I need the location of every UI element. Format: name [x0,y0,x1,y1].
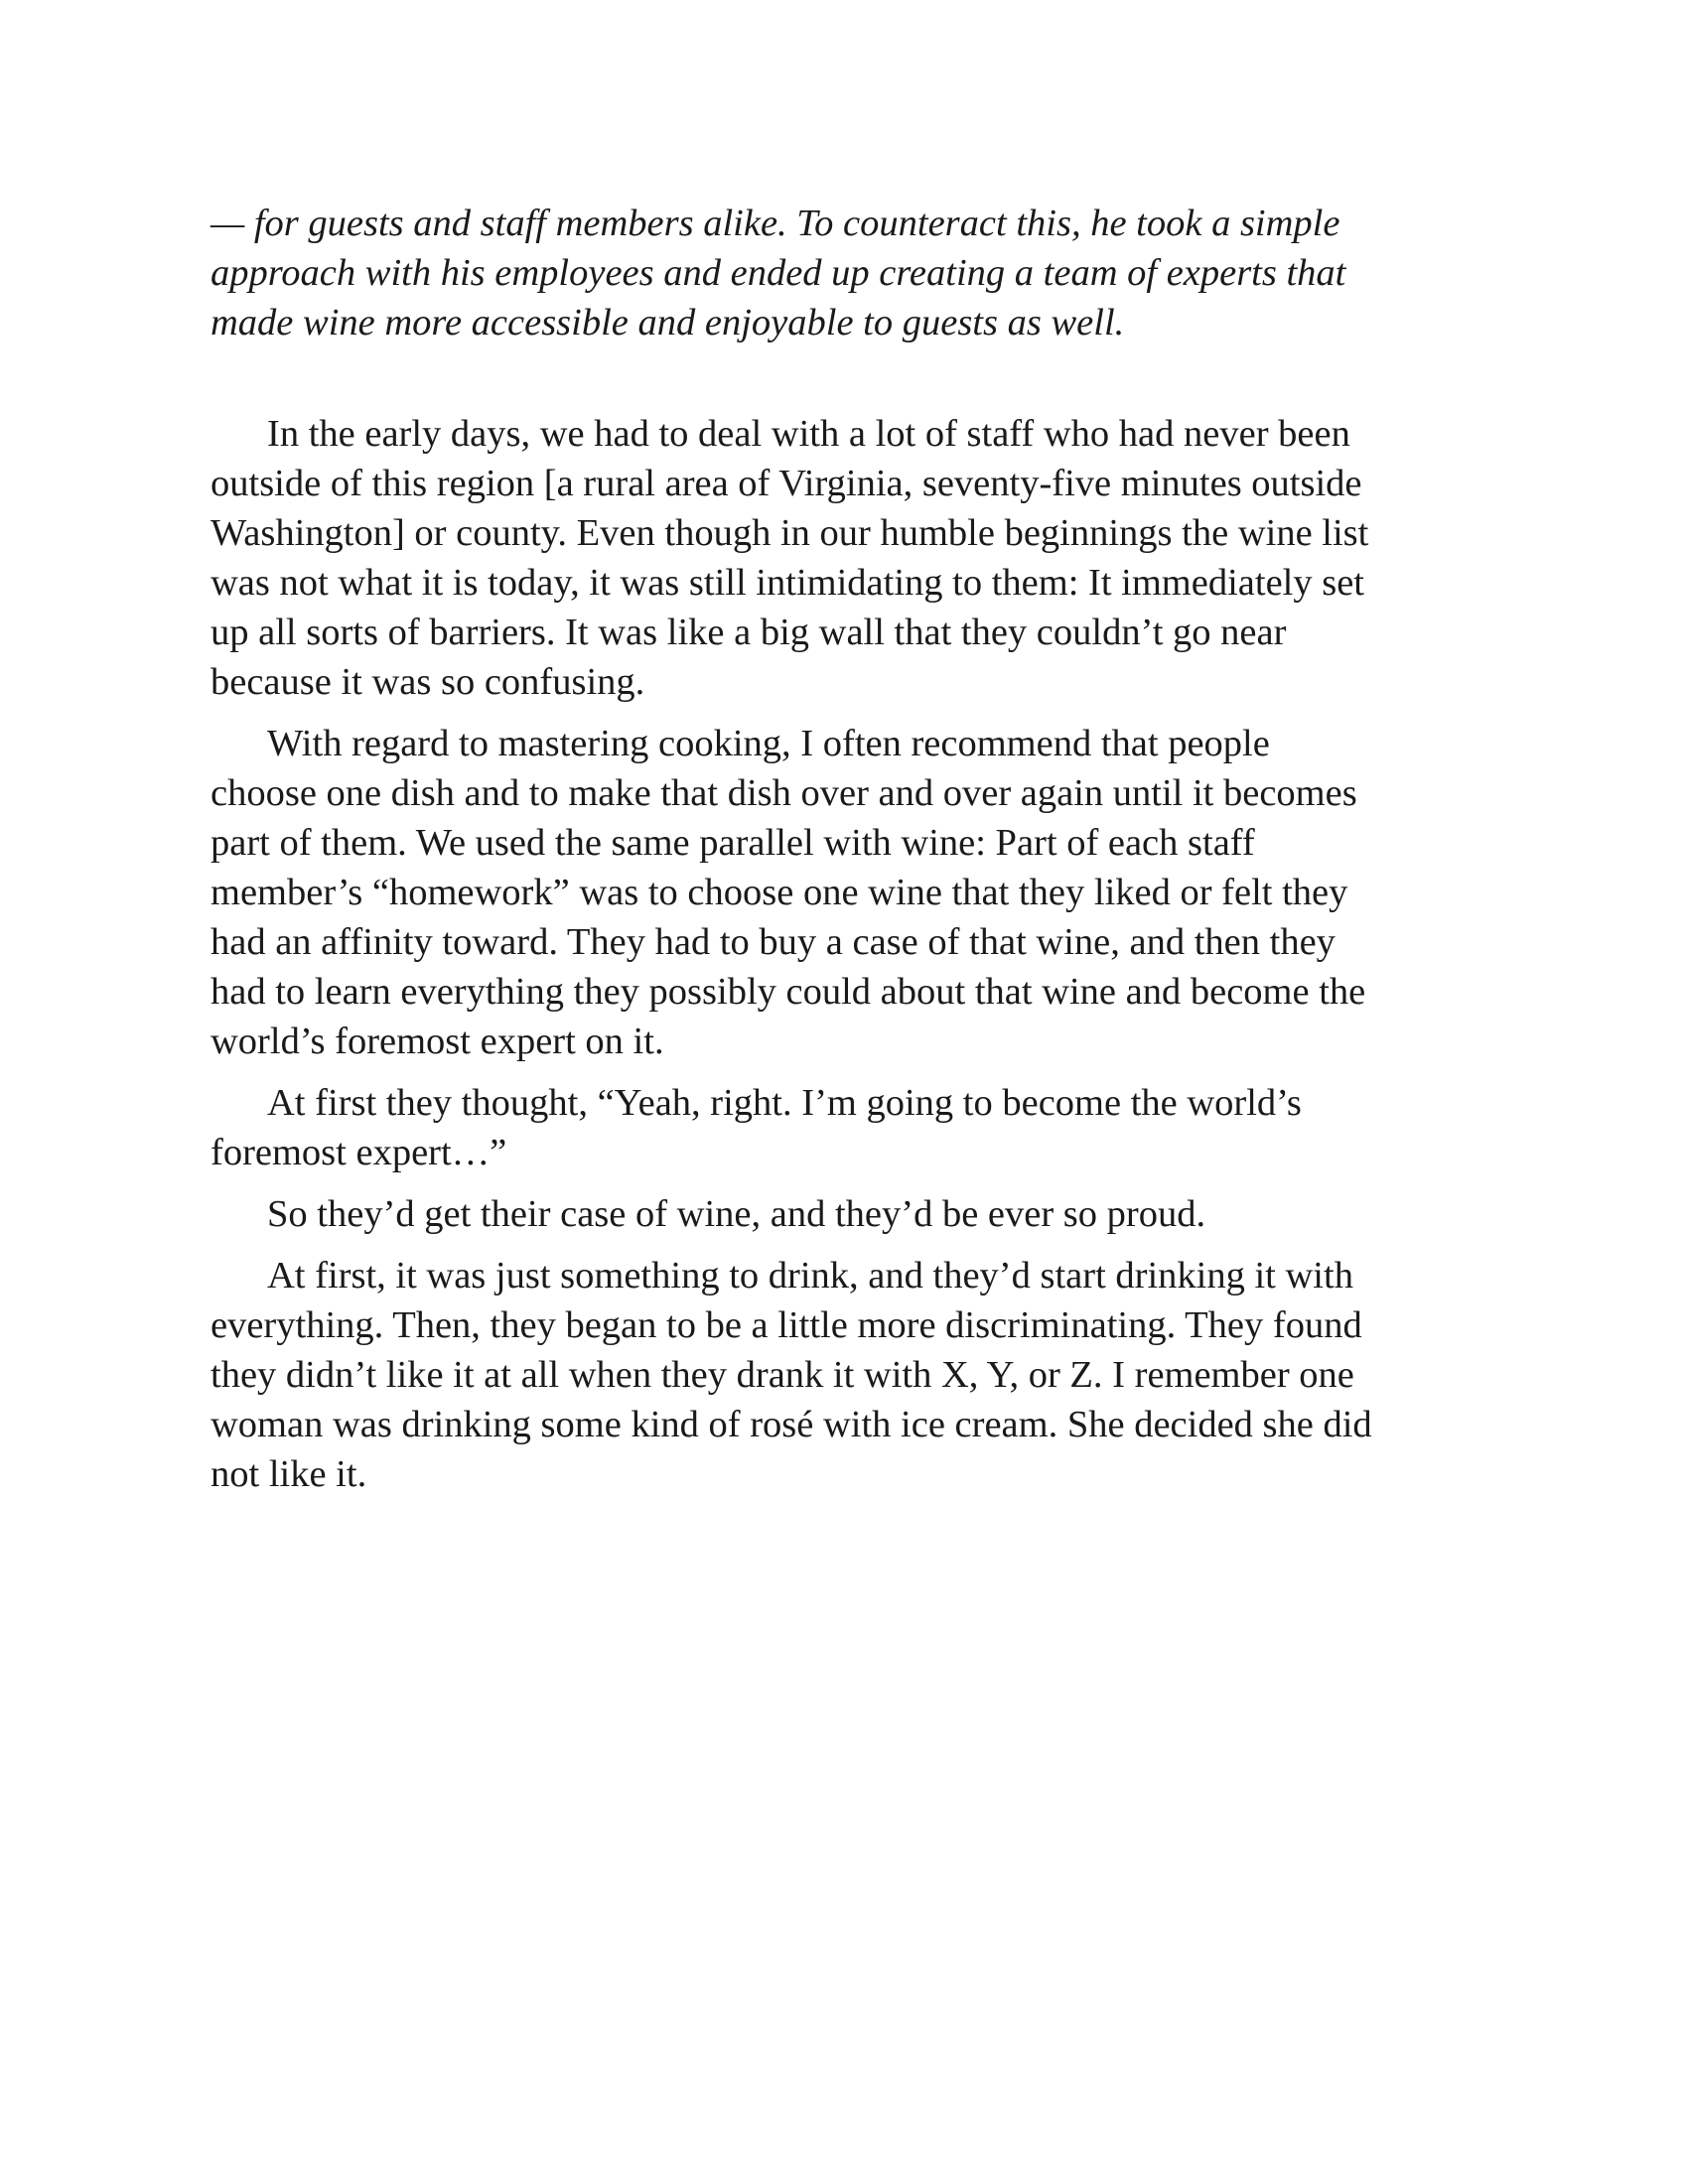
paragraph-line: choose one dish and to make that dish over and over again until it becomes [211,772,1357,814]
paragraph-line: With regard to mastering cooking, I often recommend that people [267,723,1270,764]
paragraph-line: was not what it is today, it was still intimidating to them: It immediately set [211,562,1364,604]
paragraph-line: world’s foremost expert on it. [211,1021,664,1062]
intro-line: made wine more accessible and enjoyable to guests as well. [211,302,1125,343]
paragraph-line: member’s “homework” was to choose one wine that they liked or felt they [211,872,1348,913]
intro-line: approach with his employees and ended up creating a team of experts that [211,252,1346,294]
paragraph-something-to-drink [211,1251,1501,1499]
paragraph-line: Washington] or county. Even though in our humble beginnings the wine list [211,512,1369,554]
paragraph-line: outside of this region [a rural area of Virginia, seventy-five minutes outside [211,463,1362,504]
paragraph-mastering-cooking [211,719,1501,1066]
paragraph-line: At first they thought, “Yeah, right. I’m going to become the world’s [267,1082,1302,1124]
paragraph-line: up all sorts of barriers. It was like a big wall that they couldn’t go near [211,612,1287,653]
paragraph-line: had an affinity toward. They had to buy a case of that wine, and then they [211,921,1336,963]
paragraph-line: because it was so confusing. [211,661,645,703]
intro-line: — for guests and staff members alike. To counteract this, he took a simple [211,203,1340,244]
paragraph-line: part of them. We used the same parallel with wine: Part of each staff [211,822,1255,864]
paragraph-line: not like it. [211,1453,367,1495]
paragraph-line: had to learn everything they possibly could about that wine and become the [211,971,1366,1013]
body-text [211,409,1501,1511]
paragraph-line: In the early days, we had to deal with a lot of staff who had never been [267,413,1350,455]
paragraph-line: everything. Then, they began to be a little more discriminating. They found [211,1304,1362,1346]
paragraph-line: So they’d get their case of wine, and they’d be ever so proud. [267,1193,1206,1235]
paragraph-at-first-they-thought [211,1078,1501,1177]
paragraph-line: woman was drinking some kind of rosé with ice cream. She decided she did [211,1404,1372,1445]
paragraph-line: foremost expert…” [211,1132,507,1173]
paragraph-line: At first, it was just something to drink, and they’d start drinking it with [267,1255,1353,1297]
intro-italic-paragraph [211,199,1501,347]
paragraph-line: they didn’t like it at all when they drank it with X, Y, or Z. I remember one [211,1354,1354,1396]
paragraph-case-of-wine [211,1189,1501,1239]
paragraph-early-days [211,409,1501,707]
